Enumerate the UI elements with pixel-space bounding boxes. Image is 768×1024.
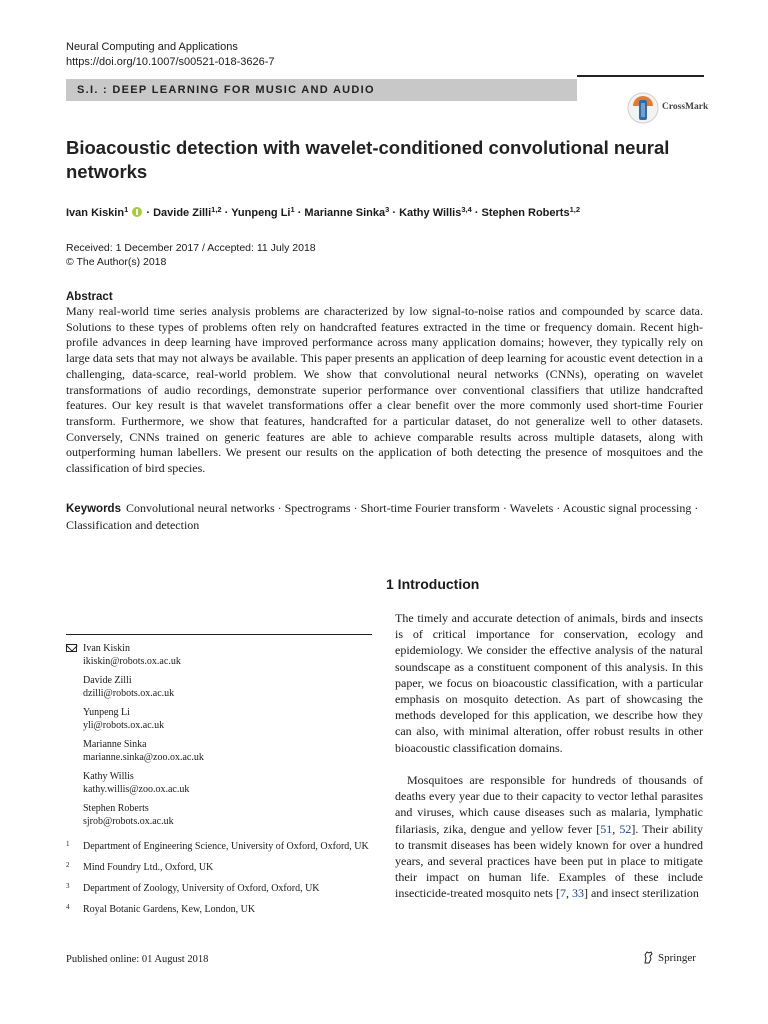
author-name: Yunpeng Li xyxy=(231,207,291,219)
intro-paragraph: The timely and accurate detection of animals, birds and insects is of critical importance for conservation, ecology and epidemiology. We consider the effective analysis of the natural soundscape as a constituent component of this analysis. In this paper, we focus on bioacoustic classification, with a particular emphasis on mosquito detection. As part of showcasing the methods developed for this application, we describe how they can also, with minimal alteration, offer robust results in other bioacoustic classification domains. xyxy=(395,611,703,755)
doi-link[interactable]: https://doi.org/10.1007/s00521-018-3626-7 xyxy=(66,56,275,68)
author-name: Kathy Willis xyxy=(399,207,462,219)
affiliation-text: Royal Botanic Gardens, Kew, London, UK xyxy=(83,904,256,915)
crossmark-badge[interactable] xyxy=(627,92,707,124)
contact-name: Kathy Willis xyxy=(83,771,134,782)
publication-dates xyxy=(66,241,316,269)
author-affiliation-sup: 3 xyxy=(385,205,390,214)
footnote-rule xyxy=(66,634,372,635)
author-name: Ivan Kiskin xyxy=(66,207,125,219)
contact-name: Marianne Sinka xyxy=(83,739,147,750)
affiliation-text: Department of Zoology, University of Oxford, Oxford, UK xyxy=(83,883,320,894)
contact-entry xyxy=(83,738,376,764)
intro-text: ]. Their ability to transmit diseases has been widely known for over a hundred years, and several practices have been put in place to mitigate their impact on human life. Examples of these include insecticide-treated mosquito nets [ xyxy=(395,821,703,901)
author-list: Ivan Kiskin$^1$ · Davide Zilli$^{1,2}$ · Yunpeng $Li^1$ · Marianne Sinka$^3$ · Kathy Willis$^{3,4}$ · Stephen Roberts$^{1,2}$ xyxy=(66,205,580,219)
author-affiliation-sup: 1,2 xyxy=(569,205,580,214)
envelope-icon xyxy=(66,644,77,652)
affiliation-text: Department of Engineering Science, University of Oxford, Oxford, UK xyxy=(83,841,369,852)
affiliation-list xyxy=(66,840,376,924)
contact-entry xyxy=(83,674,376,700)
author-name: Davide Zilli xyxy=(153,207,212,219)
publisher-logo xyxy=(643,951,696,964)
contact-name: Davide Zilli xyxy=(83,675,132,686)
contact-entry xyxy=(83,706,376,732)
abstract-body: Many real-world time series analysis problems are characterized by low signal-to-noise ratios and compounded by scarce data. Solutions to these types of problems often rely on handcrafted features extracted in the time or frequency domain. Recent high-profile advances in deep learning have improved performance across many application domains; however, they typically rely on large data sets that may not always be available. This paper presents an application of deep learning for acoustic event detection in a challenging, data-scarce, real-world problem. We show that convolutional neural networks (CNNs), operating on wavelet transformations of audio recordings, demonstrate superior performance over conventional classifiers that utilize handcrafted features. Our key result is that wavelet transformations offer a clear benefit over the more commonly used short-time Fourier transform. Furthermore, we show that features, handcrafted for a particular dataset, do not generalize well to other datasets. Conversely, CNNs trained on generic features are able to achieve comparable results across multiple datasets, along with outperforming human labellers. We present our results on the application of both detecting the presence of mosquitoes and the classification of bird species. xyxy=(66,304,703,476)
received-accepted: Received: 1 December 2017 / Accepted: 11 July 2018 xyxy=(66,242,316,254)
affiliation-entry xyxy=(66,903,376,916)
contact-email[interactable]: kathy.willis@zoo.ox.ac.uk xyxy=(83,784,190,795)
author-affiliation-sup: 1 xyxy=(124,205,129,214)
keywords-text: Convolutional neural networks · Spectrograms · Short-time Fourier transform · Wavelets · Acoustic signal processing · Classification and detection xyxy=(66,501,699,532)
contact-name: Yunpeng Li xyxy=(83,707,130,718)
springer-horse-icon xyxy=(643,951,654,964)
affiliation-entry xyxy=(66,840,376,853)
contact-email[interactable]: yli@robots.ox.ac.uk xyxy=(83,720,165,731)
section-heading-introduction: 1 Introduction xyxy=(386,576,480,592)
intro-text: Mosquitoes are responsible for hundreds of thousands of deaths every year due to their capacity to vector lethal parasites and viruses, which cause diseases such as malaria, lymphatic filariasis, zika, dengue and yellow fever [ xyxy=(395,773,703,836)
intro-text: ] and insect sterilization xyxy=(583,886,699,901)
author-affiliation-sup: 3,4 xyxy=(461,205,472,214)
affiliation-entry xyxy=(66,861,376,874)
orcid-icon[interactable] xyxy=(132,207,142,217)
affiliation-text: Mind Foundry Ltd., Oxford, UK xyxy=(83,862,214,873)
citation-link[interactable]: 52 xyxy=(619,821,632,836)
section-banner xyxy=(66,79,577,101)
copyright-notice: © The Author(s) 2018 xyxy=(66,256,167,268)
author-affiliation-sup: 1,2 xyxy=(211,205,222,214)
contact-name: Ivan Kiskin xyxy=(83,643,130,654)
section-banner-text: S.I. : DEEP LEARNING FOR MUSIC AND AUDIO xyxy=(77,84,375,96)
author-affiliation-sup: 1 xyxy=(290,205,295,214)
contact-list xyxy=(66,642,376,834)
affiliation-number: 1 xyxy=(66,840,70,848)
citation-link[interactable]: 51 xyxy=(600,821,613,836)
crossmark-icon xyxy=(627,92,659,124)
contact-email[interactable]: sjrob@robots.ox.ac.uk xyxy=(83,816,174,827)
contact-entry xyxy=(83,770,376,796)
journal-name: Neural Computing and Applications xyxy=(66,41,238,53)
citation-separator: , xyxy=(565,886,572,901)
contact-email[interactable]: ikiskin@robots.ox.ac.uk xyxy=(83,656,181,667)
paper-title: Bioacoustic detection with wavelet-conditioned convolutional neural networks xyxy=(66,137,670,182)
publisher-name: Springer xyxy=(658,951,696,964)
keywords-label: Keywords xyxy=(66,503,121,515)
author-name: Marianne Sinka xyxy=(304,207,386,219)
citation-separator: , xyxy=(612,821,620,836)
abstract-heading: Abstract xyxy=(66,291,113,303)
contact-name: Stephen Roberts xyxy=(83,803,149,814)
contact-email[interactable]: marianne.sinka@zoo.ox.ac.uk xyxy=(83,752,204,763)
affiliation-number: 4 xyxy=(66,903,70,911)
author-name: Stephen Roberts xyxy=(481,207,570,219)
affiliation-number: 3 xyxy=(66,882,70,890)
contact-entry xyxy=(83,642,376,668)
crossmark-label: CrossMark xyxy=(662,102,709,112)
header-rule xyxy=(577,75,704,77)
affiliation-entry xyxy=(66,882,376,895)
contact-email[interactable]: dzilli@robots.ox.ac.uk xyxy=(83,688,175,699)
affiliation-number: 2 xyxy=(66,861,70,869)
contact-entry xyxy=(83,802,376,828)
citation-link[interactable]: 33 xyxy=(571,886,584,901)
published-online: Published online: 01 August 2018 xyxy=(66,954,209,965)
citation-link[interactable]: 7 xyxy=(559,886,566,901)
keywords xyxy=(66,500,703,533)
intro-paragraph xyxy=(395,772,703,902)
